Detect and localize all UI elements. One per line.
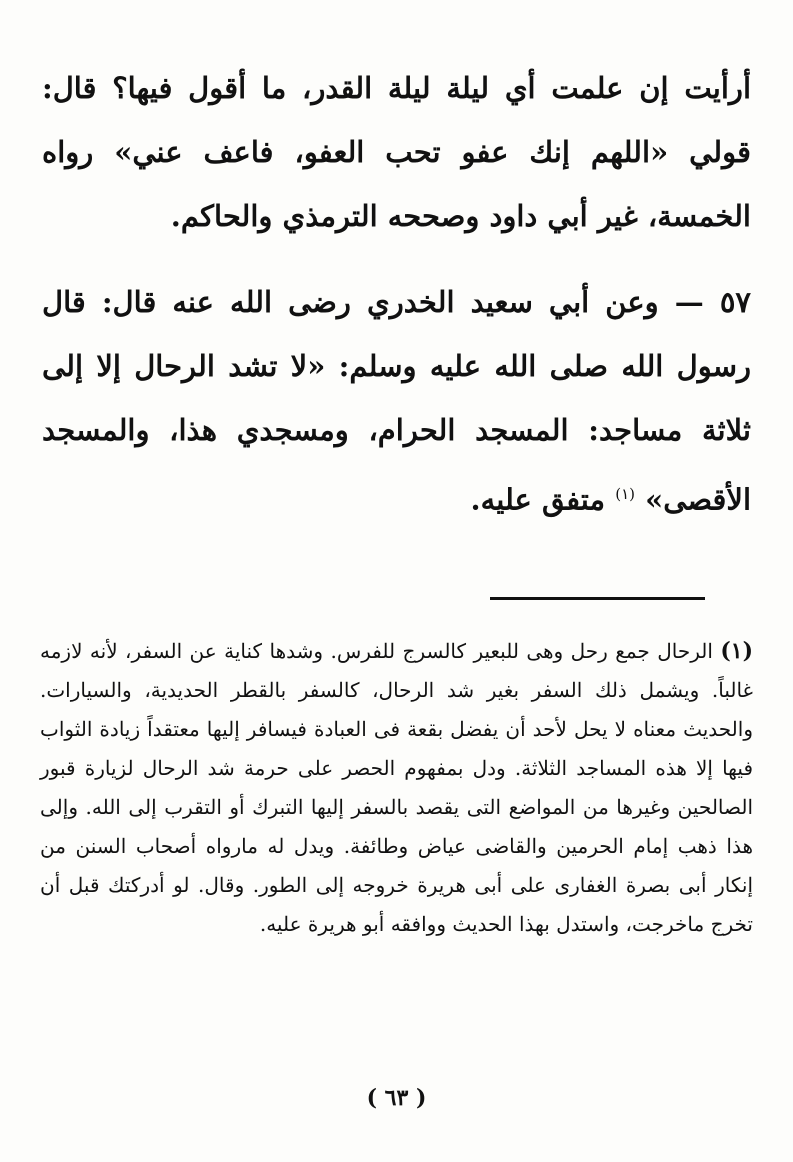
main-text: [42, 56, 751, 532]
footnote-paragraph: [40, 632, 753, 944]
hadith-number: ٥٧ —: [674, 285, 751, 319]
hadith-56-ending: [42, 56, 751, 248]
footnote: [40, 632, 753, 944]
footnote-text: الرحال جمع رحل وهى للبعير كالسرج للفرس. وشدها كناية عن السفر، لأنه لازمه غالباً. ويشمل ذلك السفر بغير شد الرحال، كالسفر بالقطر الحديدية، والسيارات. والحديث معناه لا يحل لأحد أن يفضل بقعة فى العبادة فيسافر إليها معتقداً زيادة الثواب فيها إلا هذه المساجد الثلاثة. ودل بمفهوم الحصر على حرمة شد الرحال لزيارة قبور الصالحين وغيرها من المواضع التى يقصد بالسفر إليها التبرك أو التقرب إلى الله. وإلى هذا ذهب إمام الحرمين والقاضى عياض وطائفة. ويدل له مارواه أصحاب السنن من إنكار أبى بصرة الغفارى على أبى هريرة خروجه إلى الطور. وقال. لو أدركتك قبل أن تخرج ماخرجت، واستدل بهذا الحديث ووافقه أبو هريرة عليه.: [40, 639, 754, 936]
hadith-57-source: متفق عليه.: [470, 482, 606, 517]
hadith-56-text: أرأيت إن علمت أي ليلة ليلة القدر، ما أقول فيها؟ قال: قولي «اللهم إنك عفو تحب العفو، فاعف عني» رواه الخمسة، غير أبي داود وصححه الترمذي والحاكم.: [42, 71, 751, 233]
hadith-57-text: وعن أبي سعيد الخدري رضى الله عنه قال: قال رسول الله صلى الله عليه وسلم: «لا تشد الرحال إلا إلى ثلاثة مساجد: المسجد الحرام، ومسجدي هذا، والمسجد الأقصى»: [42, 285, 751, 517]
hadith-57: [42, 270, 751, 532]
footnote-number: (١): [720, 638, 753, 664]
page-number: ( ٦٣ ): [366, 1085, 427, 1111]
footnote-marker: (١): [615, 485, 635, 503]
footnote-divider: [490, 597, 705, 600]
